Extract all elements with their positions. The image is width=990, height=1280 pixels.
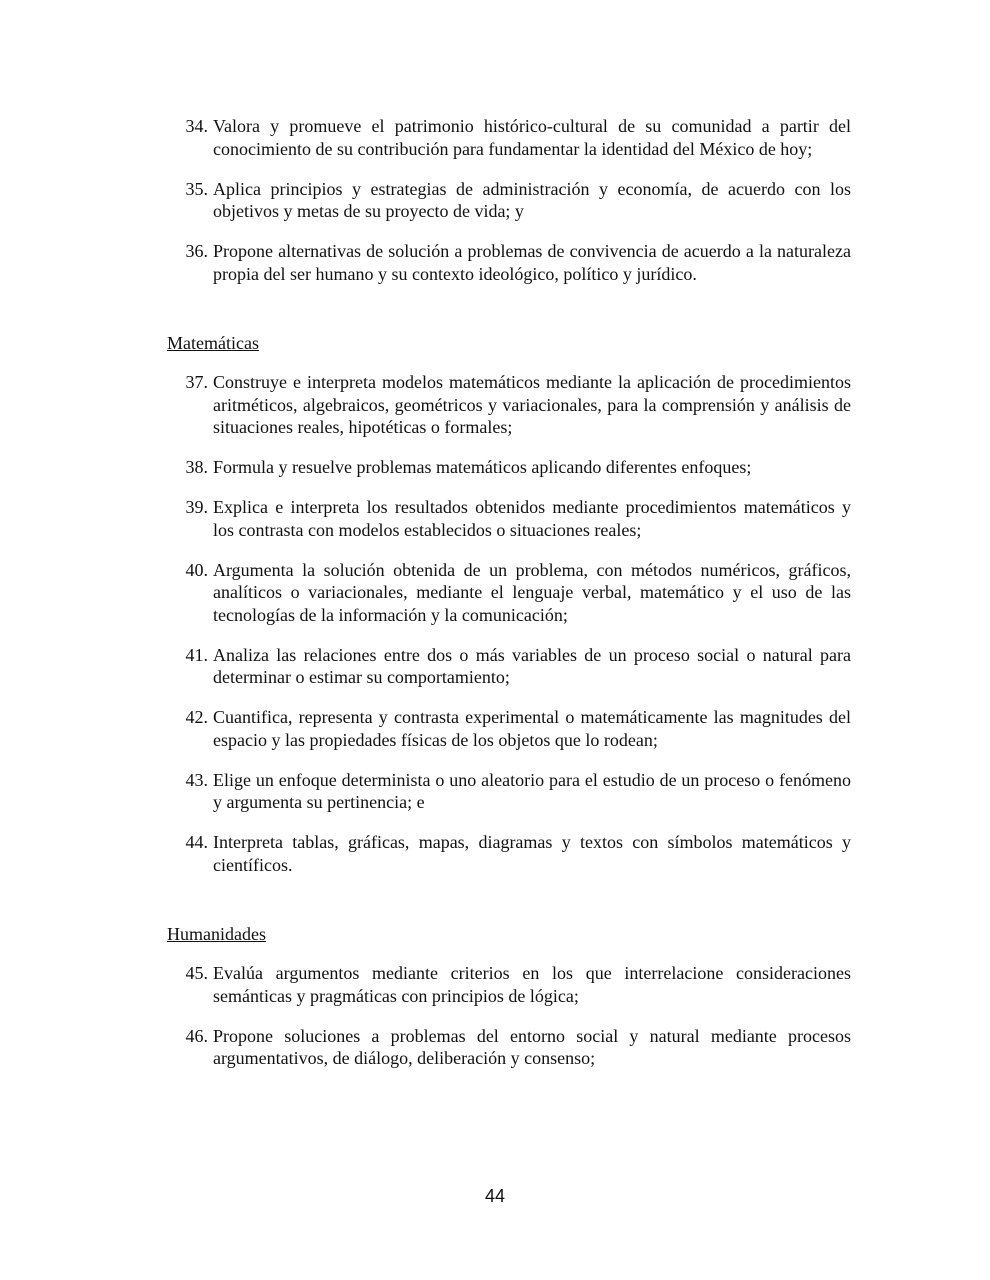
list-item-38 bbox=[167, 456, 851, 479]
list-item-text: Elige un enfoque determinista o uno aleatorio para el estudio de un proceso o fenómeno y argumenta su pertinencia; e bbox=[213, 769, 851, 812]
list-item-34 bbox=[167, 115, 851, 160]
list-item-number: 36. bbox=[185, 241, 208, 261]
list-item-number: 37. bbox=[185, 372, 208, 392]
section-heading-humanidades: Humanidades bbox=[167, 924, 266, 944]
section-heading-matematicas: Matemáticas bbox=[167, 333, 259, 353]
list-item-number: 43. bbox=[185, 769, 208, 790]
list-item-number: 35. bbox=[185, 178, 208, 199]
list-item-number: 38. bbox=[185, 457, 208, 477]
list-item-text: Construye e interpreta modelos matemáticos mediante la aplicación de procedimientos aritméticos, algebraicos, geométricos y variacionales, para la comprensión y análisis de situaciones reales, hipotéticas o formales; bbox=[213, 372, 851, 437]
list-item-number: 34. bbox=[185, 116, 208, 136]
list-item-number: 46. bbox=[185, 1025, 208, 1046]
list-item-46 bbox=[167, 1025, 851, 1070]
list-item-37 bbox=[167, 371, 851, 439]
list-item-number: 45. bbox=[185, 963, 208, 983]
list-item-text: Interpreta tablas, gráficas, mapas, diagramas y textos con símbolos matemáticos y científicos. bbox=[213, 832, 851, 875]
list-item-number: 40. bbox=[185, 559, 208, 580]
list-item-39 bbox=[167, 496, 851, 541]
list-item-number: 39. bbox=[185, 497, 208, 517]
list-item-text: Analiza las relaciones entre dos o más variables de un proceso social o natural para determinar o estimar su comportamiento; bbox=[213, 644, 851, 687]
list-item-43 bbox=[167, 769, 851, 814]
list-item-number: 44. bbox=[185, 832, 208, 852]
list-item-text: Explica e interpreta los resultados obtenidos mediante procedimientos matemáticos y los contrasta con modelos establecidos o situaciones reales; bbox=[213, 497, 851, 540]
list-item-number: 41. bbox=[185, 644, 208, 665]
list-item-44 bbox=[167, 831, 851, 876]
list-item-text: Formula y resuelve problemas matemáticos aplicando diferentes enfoques; bbox=[213, 457, 752, 477]
list-item-text: Cuantifica, representa y contrasta experimental o matemáticamente las magnitudes del espacio y las propiedades físicas de los objetos que lo rodean; bbox=[213, 707, 851, 750]
list-item-text: Valora y promueve el patrimonio histórico-cultural de su comunidad a partir del conocimiento de su contribución para fundamentar la identidad del México de hoy; bbox=[213, 116, 851, 159]
list-item-40 bbox=[167, 559, 851, 627]
list-item-text: Argumenta la solución obtenida de un problema, con métodos numéricos, gráficos, analíticos o variacionales, mediante el lenguaje verbal, matemático y el uso de las tecnologías de la información y la comunicación; bbox=[213, 559, 851, 625]
list-item-text: Evalúa argumentos mediante criterios en los que interrelacione consideraciones semánticas y pragmáticas con principios de lógica; bbox=[213, 963, 851, 1006]
list-item-41 bbox=[167, 644, 851, 689]
list-item-text: Propone alternativas de solución a problemas de convivencia de acuerdo a la naturaleza propia del ser humano y su contexto ideológico, político y jurídico. bbox=[213, 241, 851, 284]
list-item-text: Aplica principios y estrategias de administración y economía, de acuerdo con los objetivos y metas de su proyecto de vida; y bbox=[213, 178, 851, 221]
list-item-45 bbox=[167, 962, 851, 1007]
page-content bbox=[167, 115, 851, 1087]
list-item-36 bbox=[167, 240, 851, 285]
list-item-text: Propone soluciones a problemas del entorno social y natural mediante procesos argumentativos, de diálogo, deliberación y consenso; bbox=[213, 1025, 851, 1068]
list-item-number: 42. bbox=[185, 707, 208, 727]
list-item-35 bbox=[167, 178, 851, 223]
page-number: 44 bbox=[484, 1186, 506, 1206]
list-item-42 bbox=[167, 706, 851, 751]
